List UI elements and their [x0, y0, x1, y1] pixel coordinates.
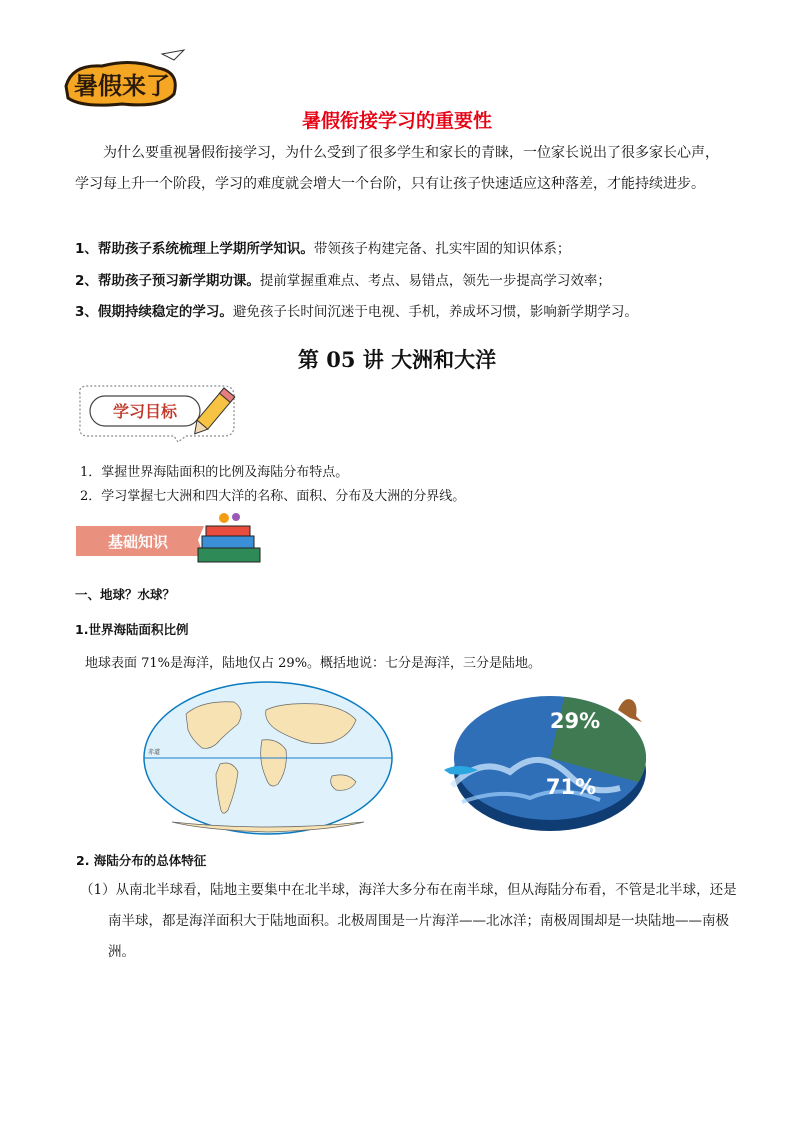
world-map-graphic	[142, 680, 394, 836]
lesson-title: 第 05 讲 大洲和大洋	[297, 347, 497, 372]
point-3	[75, 300, 735, 320]
point-3-text: 避免孩子长时间沉迷于电视、手机，养成坏习惯，影响新学期学习。	[232, 304, 638, 320]
point-2-text: 提前掌握重难点、考点、易错点，领先一步提高学习效率；	[259, 273, 611, 289]
point-1-lead: 1、帮助孩子系统梳理上学期所学知识。	[75, 241, 314, 257]
basics-banner-label: 基础知识	[107, 533, 169, 551]
point-2-lead: 2、帮助孩子预习新学期功课。	[75, 273, 260, 289]
intro-paragraph: 为什么要重视暑假衔接学习，为什么受到了很多学生和家长的青睐，一位家长说出了很多家长心声，学习每上升一个阶段，学习的难度就会增大一个台阶，只有让孩子快速适应这种落差，才能持续进步。	[75, 145, 719, 192]
subsection-1-text: 地球表面 71%是海洋，陆地仅占 29%。概括地说：七分是海洋，三分是陆地。	[85, 656, 542, 671]
pie-label-ocean: 71%	[545, 775, 597, 799]
goals-banner-graphic	[74, 382, 264, 444]
point-1-text: 带领孩子构建完备、扎实牢固的知识体系；	[313, 241, 571, 257]
pie-label-land: 29%	[549, 709, 601, 733]
summer-logo-graphic	[62, 46, 192, 112]
subsection-1-title: 1.世界海陆面积比例	[75, 622, 189, 637]
land-sea-pie	[440, 676, 660, 846]
subsection-2-text: （1）从南北半球看，陆地主要集中在北半球，海洋大多分布在南半球，但从海陆分布看，不管是北半球，还是南半球，都是海洋面积大于陆地面积。北极周围是一片海洋——北冰洋；南极周围却是一块陆地——南极洲。	[80, 882, 737, 960]
subsection-2-title: 2. 海陆分布的总体特征	[76, 853, 207, 868]
goals-banner-label: 学习目标	[112, 402, 178, 421]
land-sea-pie-graphic	[440, 676, 660, 846]
goal-1: 1．掌握世界海陆面积的比例及海陆分布特点。	[80, 465, 349, 480]
section-1-title: 一、地球？水球？	[75, 587, 176, 602]
point-3-lead: 3、假期持续稳定的学习。	[75, 304, 233, 320]
basics-banner-graphic	[74, 512, 264, 574]
books-icon	[198, 513, 260, 562]
equator-label: 赤道	[148, 749, 161, 756]
logo-text: 暑假来了	[74, 72, 170, 100]
goal-2: 2．学习掌握七大洲和四大洋的名称、面积、分布及大洲的分界线。	[80, 489, 466, 504]
world-map	[142, 680, 394, 836]
point-1	[75, 237, 735, 257]
summer-logo	[62, 46, 192, 112]
point-2	[75, 269, 735, 289]
goals-banner	[74, 382, 264, 444]
page-title: 暑假衔接学习的重要性	[301, 110, 492, 132]
basics-banner	[74, 512, 264, 574]
